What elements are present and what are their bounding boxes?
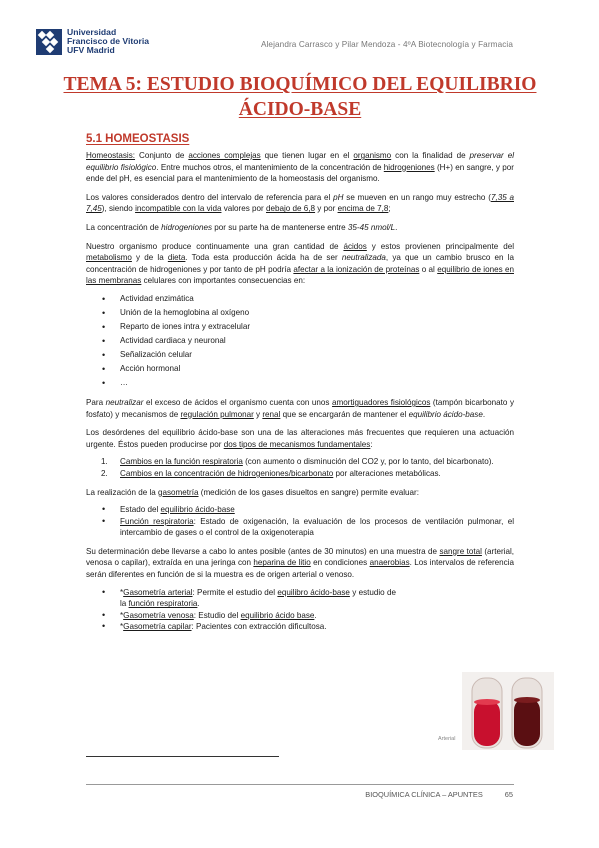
text: : Estudio del — [193, 610, 241, 620]
text-underlined: equilibrio ácido base — [240, 610, 315, 620]
footnote-divider — [86, 756, 279, 757]
section-title: 5.1 HOMEOSTASIS — [86, 133, 190, 145]
text: : — [370, 439, 373, 449]
text-underlined: Función respiratoria — [120, 516, 194, 526]
text-underlined: dieta — [167, 253, 186, 263]
title-line-1: TEMA 5: ESTUDIO BIOQUÍMICO DEL EQUILIBRIO — [63, 74, 537, 95]
header-author: Alejandra Carrasco y Pilar Mendoza - 4ºA Biotecnología y Farmacia — [260, 40, 513, 49]
list-item: • Señalización celular — [86, 348, 514, 362]
footer-divider — [86, 784, 514, 785]
text: * — [120, 587, 124, 597]
text-underlined: Gasometría venosa — [123, 610, 194, 620]
text: el exceso de ácidos el organismo cuenta con unos — [143, 397, 333, 407]
list-item: • Acción hormonal — [86, 362, 514, 376]
text: (medición de los gases disueltos en sangre) permite evaluar: — [198, 487, 419, 497]
logo-line-3: UFV Madrid — [67, 45, 115, 55]
list-number: 2. — [101, 468, 108, 478]
text: ; — [388, 204, 391, 214]
text: : Estado de oxigenación, la evaluación de los procesos de ventilación pulmonar, el intercambio de gases o el control de la oxigenoterapia — [120, 516, 514, 538]
text-underlined: sangre total — [439, 546, 482, 556]
list-item: • Actividad enzimática — [86, 292, 514, 306]
footer-subject: BIOQUÍMICA CLÍNICA – APUNTES — [365, 790, 483, 799]
text: Su determinación debe llevarse a cabo lo antes posible (antes de 30 minutos) en una muestra de — [86, 546, 440, 556]
text: La realización de la — [86, 487, 158, 497]
paragraph-gasometry — [86, 487, 514, 499]
text-underlined: encima de 7,8 — [337, 204, 389, 214]
text: Nuestro organismo produce continuamente una gran cantidad de — [86, 241, 344, 251]
text-underlined: debajo de 6,8 — [266, 204, 316, 214]
text-underlined: equilibro ácido-base — [277, 587, 350, 597]
text-underlined: 7,35 a 7,45 — [86, 192, 514, 214]
text: Conjunto de — [135, 151, 189, 160]
text-underlined: renal — [262, 409, 281, 419]
text-underlined: regulación pulmonar — [180, 409, 254, 419]
document-body — [86, 150, 514, 633]
text: (tampón bicarbonato y fosfato) y mecanismos de — [86, 397, 514, 419]
text-underlined: amortiguadores fisiológicos — [332, 397, 431, 407]
list-number: 1. — [101, 457, 108, 467]
text-underlined: función respiratoria — [128, 599, 198, 609]
text: se mueven en un rango muy estrecho ( — [343, 192, 491, 202]
text: . — [314, 610, 317, 620]
text: . Entre muchos otros, el mantenimiento de la concentración de — [156, 162, 384, 172]
list-item — [86, 516, 514, 539]
list-item: • Actividad cardiaca y neuronal — [86, 334, 514, 348]
text: (con aumento o disminución del CO2 y, por lo tanto, del bicarbonato). — [242, 457, 494, 467]
paragraph-determination — [86, 546, 514, 581]
text: . — [482, 409, 486, 419]
text: Para — [86, 397, 106, 407]
page-number: 65 — [504, 790, 513, 799]
list-item — [86, 587, 396, 610]
text: y estos provienen principalmente del — [366, 241, 514, 251]
paragraph-neutralize — [86, 397, 514, 420]
page-footer — [365, 790, 513, 799]
list-item — [86, 504, 514, 516]
text-italic: preservar el equilibrio fisiológico — [86, 151, 515, 172]
text-underlined: metabolismo — [86, 253, 132, 263]
text-underlined: heparina de litio — [253, 558, 311, 568]
text-underlined: Gasometría arterial — [123, 587, 193, 597]
text: : Permite el estudio del — [192, 587, 278, 597]
list-item: • Reparto de iones intra y extracelular — [86, 320, 514, 334]
blood-sample-tubes-image — [462, 672, 554, 750]
text-underlined: hidrogeniones — [383, 162, 435, 172]
text: Estado del — [120, 505, 161, 515]
text-italic: hidrogeniones — [161, 222, 213, 232]
paragraph-hydrogen-concentration — [86, 222, 514, 234]
text: por su parte ha de mantenerse entre — [212, 222, 348, 232]
list-item: • Unión de la hemoglobina al oxígeno — [86, 306, 514, 320]
text: * — [120, 622, 124, 632]
logo-line-2: Francisco de Vitoria — [67, 36, 149, 46]
text: (arterial, venosa o capilar), extraída en una jeringa con — [86, 546, 515, 568]
text: Los desórdenes del equilibrio ácido-base son una de las alteraciones más frecuentes que requieren una actuación urgente. Éstos pueden producirse por — [86, 428, 514, 449]
text: . — [395, 222, 398, 232]
text: que tienen lugar en el — [260, 151, 354, 160]
logo-line-1: Universidad — [67, 27, 117, 37]
text: y de la — [131, 253, 168, 263]
text: Los valores considerados dentro del intervalo de referencia para el — [86, 192, 334, 202]
list-item — [86, 468, 514, 480]
text: * — [120, 610, 124, 620]
text-underlined: gasometría — [158, 487, 199, 497]
text: ), siendo — [101, 204, 136, 214]
text: y por — [315, 204, 338, 214]
text: y — [253, 409, 263, 419]
text-italic: pH — [333, 192, 344, 202]
text-underlined: afectar a la ionización de proteínas — [293, 264, 420, 274]
text: . Los intervalos de referencia serán diferentes en función de si la muestra es de origen arterial o venoso. — [86, 558, 514, 580]
gasometry-types-list — [86, 587, 396, 633]
text: con la finalidad de — [391, 151, 470, 160]
text: La concentración de — [86, 222, 162, 232]
text-underlined: anaerobias — [369, 558, 410, 568]
logo-text — [67, 28, 149, 55]
text-italic: neutralizar — [105, 397, 144, 407]
paragraph-acid-production — [86, 241, 514, 287]
text-underlined: ácidos — [343, 241, 367, 251]
image-label-arterial: Arterial — [438, 736, 456, 742]
list-item — [86, 621, 396, 633]
text: . Toda esta producción ácida ha de ser — [185, 253, 342, 263]
evaluation-list — [86, 504, 514, 539]
paragraph-ph-values — [86, 192, 514, 215]
ufv-logo-icon — [36, 29, 62, 55]
text: , ya que un cambio brusco en la concentración de hidrogeniones y por tanto de pH podría — [86, 253, 514, 274]
text-underlined: dos tipos de mecanismos fundamentales — [223, 439, 371, 449]
text-underlined: equilibrio ácido-base — [160, 505, 235, 515]
list-item — [86, 610, 396, 622]
university-logo — [36, 28, 149, 55]
text-underlined: Cambios en la función respiratoria — [120, 457, 243, 467]
text: (H+) en sangre, y por ende del pH, es esencial para el mantenimiento de la homeostasis del organismo. — [86, 162, 514, 184]
text: valores por — [221, 204, 266, 214]
text-italic: neutralizada — [341, 253, 386, 263]
list-item — [86, 456, 514, 468]
text-underlined: Cambios en la concentración de hidrogeniones/bicarbonato — [120, 468, 334, 478]
paragraph-homeostasis — [86, 150, 514, 185]
text: celulares con importantes consecuencias en: — [141, 276, 306, 286]
consequences-list — [86, 292, 514, 390]
text: y estudio de la — [120, 587, 396, 609]
text: en condiciones — [310, 558, 370, 568]
list-item: • … — [86, 376, 514, 390]
term-homeostasis: Homeostasis: — [86, 151, 136, 160]
text: . — [197, 599, 200, 609]
text: por alteraciones metabólicas. — [333, 468, 441, 478]
text: o al — [419, 264, 438, 274]
text-italic: equilibrio ácido-base — [408, 409, 483, 419]
text: que se encargarán de mantener el — [280, 409, 409, 419]
text: : Pacientes con extracción dificultosa. — [191, 622, 327, 632]
page-title — [60, 72, 540, 122]
text-italic: 35-45 nmol/L — [347, 222, 396, 232]
text-underlined: incompatible con la vida — [135, 204, 222, 214]
text-underlined: acciones complejas — [188, 151, 261, 160]
title-line-2: ÁCIDO-BASE — [238, 99, 362, 120]
text-underlined: organismo — [353, 151, 392, 160]
mechanisms-list — [86, 456, 514, 479]
paragraph-disorders — [86, 427, 514, 450]
text-underlined: equilibrio de iones en las membranas — [86, 264, 514, 286]
text-underlined: Gasometría capilar — [123, 622, 192, 632]
